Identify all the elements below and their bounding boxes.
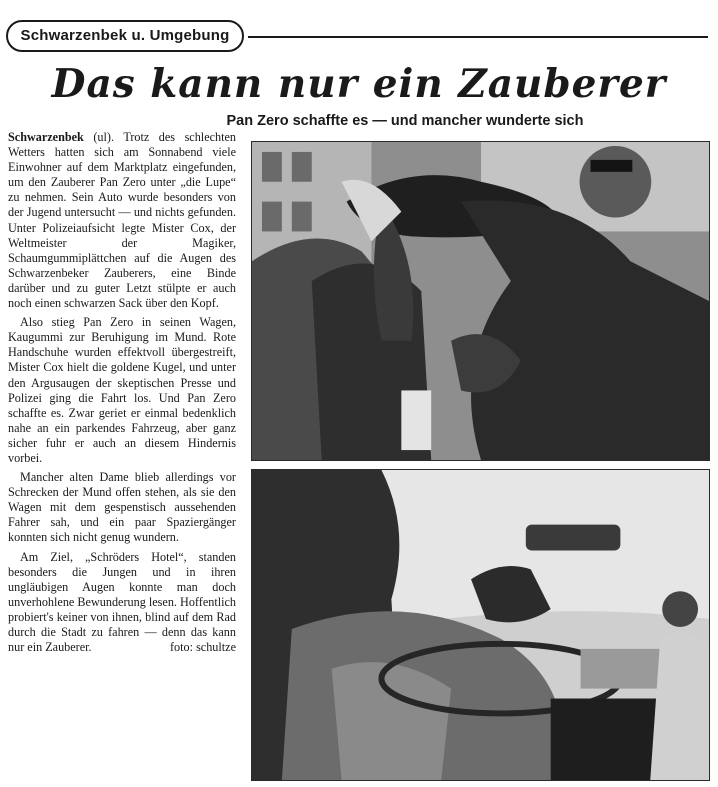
article-body: [8, 130, 236, 659]
article-paragraph: Am Ziel, „Schröders Hotel“, standen besonders die Jungen und in ihren ungläubigen Augen konnte man doch unverhohlene Bewunderung lesen. Hoffentlich probiert's keiner von ihnen, blind auf dem Rad durch die Stadt zu fahren — denn das kann nur ein Zauberer. foto: schultze: [8, 549, 236, 655]
section-label: Schwarzenbek u. Umgebung: [6, 20, 244, 52]
article-paragraph: Mancher alten Dame blieb allerdings vor Schrecken der Mund offen stehen, als sie den Wagen mit dem gespenstisch aussehenden Fahrer sah, und ein paar Spaziergänger konnten sich nicht genug wundern.: [8, 470, 236, 545]
photo-credit: foto: schultze: [170, 640, 236, 655]
photo-blindfolding: [251, 141, 710, 461]
headline: Das kann nur ein Zauberer: [51, 61, 667, 107]
photo-blindfolding-image: [252, 142, 709, 460]
subheadline: Pan Zero schaffte es — und mancher wunderte sich: [226, 113, 584, 129]
photo-driving-image: [252, 470, 709, 780]
section-divider: [248, 36, 708, 38]
article-paragraph: Schwarzenbek (ul). Trotz des schlechten Wetters hatten sich am Sonnabend viele Einwohner auf dem Marktplatz eingefunden, um den Zauberer Pan Zero unter „die Lupe“ zu nehmen. Sein Auto wurde besonders von der Jugend untersucht — und nichts gefunden. Unter Polizeiaufsicht legte Mister Cox, der Weltmeister der Magiker, Schaumgummiplättchen auf die Augen des Schwarzenbeker Zauberers, eine Binde darüber und zu guter Letzt stülpte er auch noch einen schwarzen Sack über den Kopf.: [8, 130, 237, 311]
article-paragraph: Also stieg Pan Zero in seinen Wagen, Kaugummi zur Beruhigung im Mund. Rote Handschuhe wurden effektvoll übergestreift, Mister Cox hielt die goldene Kugel, und unter den Argusaugen der skeptischen Presse und Polizei ging die Fahrt los. Und Pan Zero schaffte es. Zwar geriet er einmal bedenklich nahe an ein parkendes Fahrzeug, aber ganz sicher fuhr er auch an diesem Hindernis vorbei.: [8, 315, 236, 465]
photo-driving: [251, 469, 710, 781]
article-dateline: Schwarzenbek: [8, 130, 84, 144]
